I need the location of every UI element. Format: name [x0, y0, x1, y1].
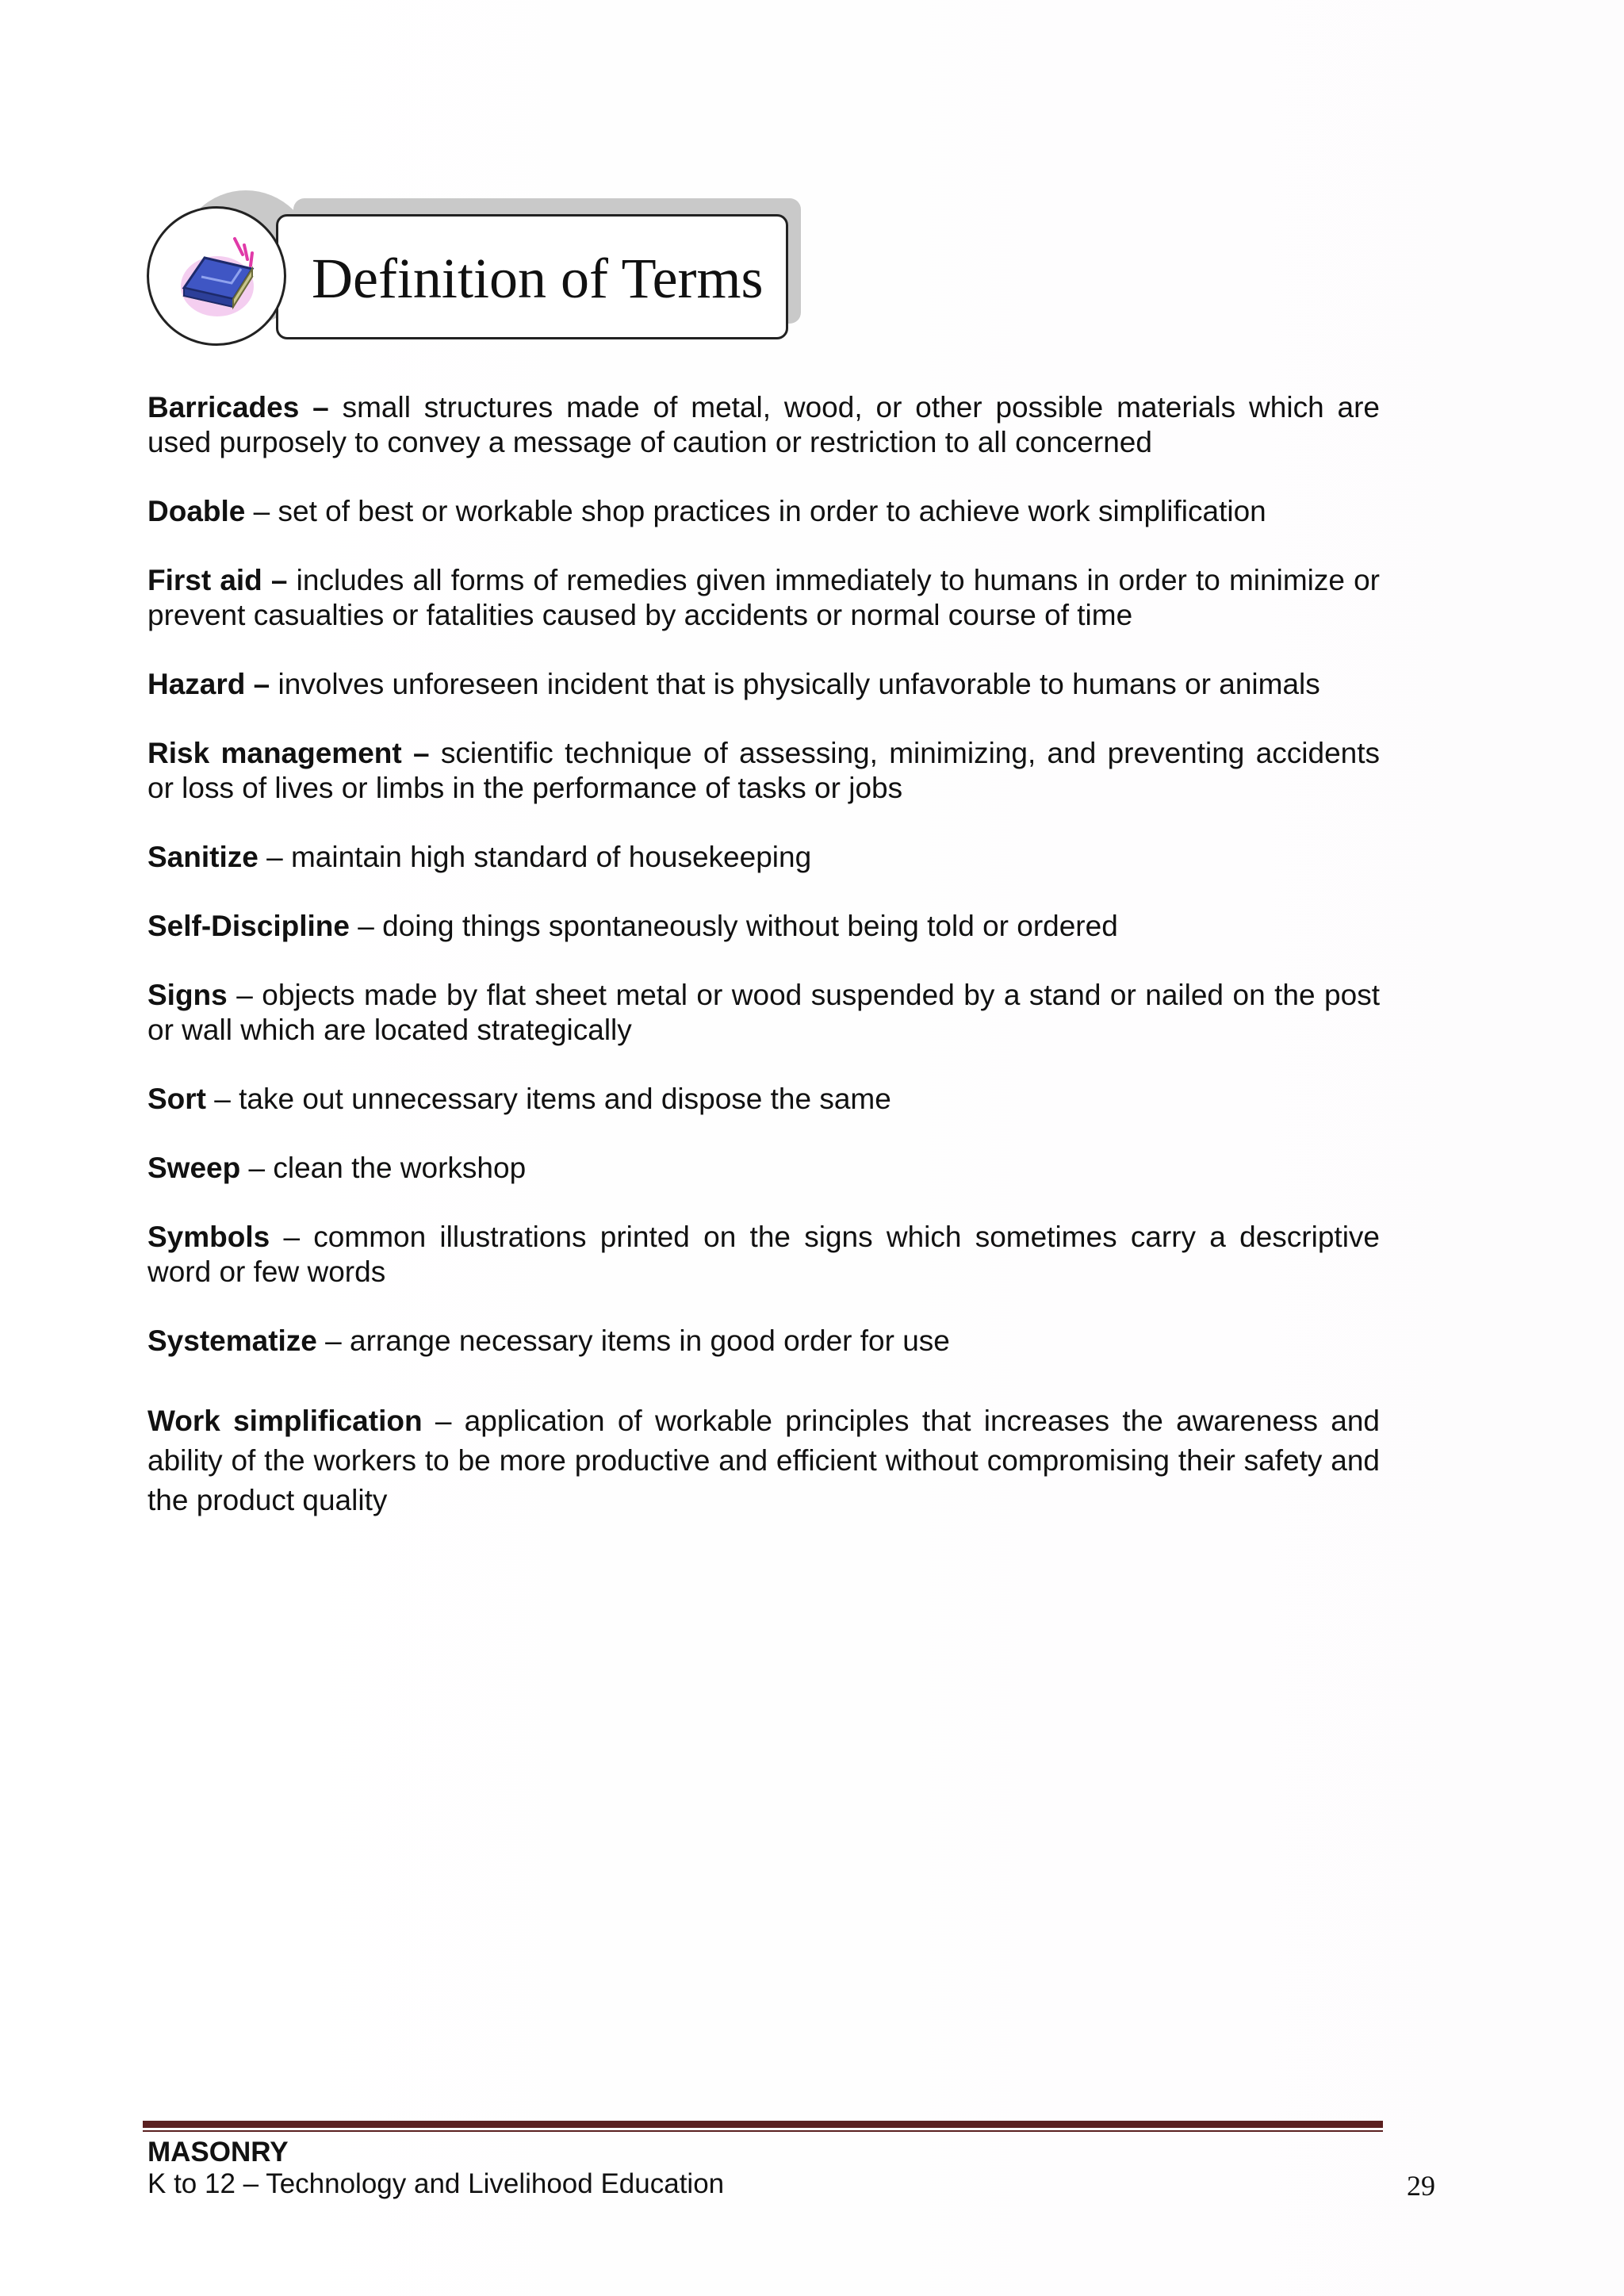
term-definition: involves unforeseen incident that is physically unfavorable to humans or animals [270, 668, 1320, 700]
term-definition: small structures made of metal, wood, or other possible materials which are used purposely to convey a message of caution or restriction to all concerned [147, 391, 1380, 458]
term-word: Sweep [147, 1152, 241, 1184]
term-definition: scientific technique of assessing, minimizing, and preventing accidents or loss of lives or limbs in the performance of tasks or jobs [147, 737, 1380, 804]
term-word: Doable [147, 495, 246, 527]
term-definition: – application of workable principles that increases the awareness and ability of the workers to be more productive and efficient without compromising their safety and the product quality [147, 1405, 1381, 1516]
term-definition: – doing things spontaneously without being told or ordered [349, 910, 1118, 942]
term-word: First aid – [147, 564, 288, 596]
definitions-list [147, 390, 1380, 1554]
definition-item [147, 494, 1380, 529]
term-word: Barricades – [147, 391, 329, 424]
definition-item [147, 667, 1380, 702]
definition-item [147, 1082, 1380, 1117]
term-word: Risk management – [147, 737, 430, 769]
term-word: Work simplification [147, 1405, 423, 1437]
heading-icon-circle [147, 206, 286, 346]
term-definition: – set of best or workable shop practices in order to achieve work simplification [245, 495, 1266, 527]
term-word: Signs [147, 979, 228, 1011]
footer-course: K to 12 – Technology and Livelihood Education [147, 2168, 725, 2199]
definition-item [147, 1324, 1380, 1359]
footer-subject: MASONRY [147, 2137, 289, 2168]
term-word: Systematize [147, 1324, 317, 1357]
definition-item [147, 390, 1380, 460]
term-definition: – take out unnecessary items and dispose the same [206, 1083, 891, 1115]
book-icon [170, 231, 265, 326]
term-word: Sort [147, 1083, 206, 1115]
definition-item [147, 563, 1380, 633]
term-definition: includes all forms of remedies given immediately to humans in order to minimize or prevent casualties or fatalities caused by accidents or normal course of time [147, 564, 1380, 631]
definition-item [147, 1151, 1380, 1186]
term-word: Symbols [147, 1221, 270, 1253]
term-definition: – arrange necessary items in good order for use [316, 1324, 950, 1357]
term-word: Hazard – [147, 668, 270, 700]
term-word: Sanitize [147, 841, 259, 873]
definition-item [147, 978, 1380, 1048]
footer-divider-thin [143, 2130, 1383, 2132]
definition-item [147, 909, 1380, 944]
page-number: 29 [1407, 2170, 1435, 2202]
term-word: Self-Discipline [147, 910, 350, 942]
heading-title-box [276, 214, 788, 339]
term-definition: – clean the workshop [240, 1152, 527, 1184]
page-title: Definition of Terms [312, 247, 764, 310]
term-definition: – common illustrations printed on the signs which sometimes carry a descriptive word or few words [147, 1221, 1380, 1288]
term-definition: – maintain high standard of housekeeping [258, 841, 812, 873]
footer-divider [143, 2121, 1383, 2128]
section-heading [147, 190, 805, 353]
definition-item [147, 840, 1380, 875]
definition-item [147, 1220, 1380, 1290]
definition-item [147, 1401, 1380, 1520]
term-definition: – objects made by flat sheet metal or wood suspended by a stand or nailed on the post or wall which are located strategically [147, 979, 1380, 1046]
definition-item [147, 736, 1380, 806]
